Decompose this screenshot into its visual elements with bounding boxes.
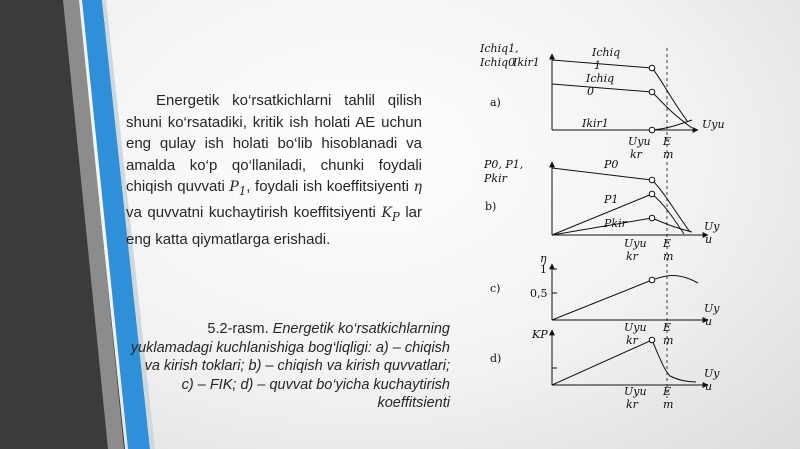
panel-a-curve-label-2a: Ichiq [586,72,615,85]
panel-d-x-axis-label-a: Uy [704,367,720,380]
panel-b-x-axis-label-b: u [705,233,713,246]
panel-a-y-label-1: Ichiq1, [480,42,519,55]
panel-c-x-tick-1b: kr [626,334,638,347]
panel-a-curve-label-2b: 0 [587,85,594,98]
panel-b-x-tick-2a: E [663,237,672,250]
panel-b-point-1 [649,177,655,183]
panel-c-y-tick-1: 1 [540,263,547,276]
panel-b-y-label-1: P0, P1, [484,158,524,171]
panel-a-letter: a) [490,96,501,109]
panel-d-letter: d) [490,352,502,365]
panel-b-point-2 [649,191,655,197]
panel-a-x-tick-1a: Uyu [628,135,651,148]
panel-a-x-tick-2a: E [663,135,672,148]
paragraph-text-2: , foydali ish koeffitsiyenti [246,178,414,195]
caption-italic: Energetik ko‘rsatkichlarning yuklamadagi kuchlanishiga bog‘liqligi: a) – chiqish va kirish toklari; b) – chiqish va kirish quvvatlari; c) – FIK; d) – quvvat bo‘yicha kuchaytirish koeffitsienti [130,321,450,411]
panel-d [490,328,720,411]
panel-a-curve-ichiq0 [552,84,692,128]
panel-c-x-tick-2b: m [663,334,674,347]
panel-c-x-axis-label-a: Uy [704,302,720,315]
panel-c-x-tick-1a: Uyu [624,321,647,334]
figure-caption [130,320,450,413]
panel-b-point-3 [649,215,655,221]
panel-b-curve-label-1: P0 [604,158,619,171]
energy-figure [470,40,800,449]
panel-c-x-axis-label-b: u [705,315,713,328]
eta-symbol: η [413,179,423,195]
caption-prefix: 5.2-rasm. [207,321,273,337]
panel-b-x-tick-1b: kr [626,250,638,263]
panel-d-x-axis-label-b: u [705,380,713,393]
panel-a-curve-label-3: Ikir1 [582,117,609,130]
panel-c-y-tick-05: 0,5 [530,287,548,300]
panel-a-y-label-3: Ikir1 [513,56,540,69]
panel-c-curve-eta [552,276,698,321]
main-paragraph [126,90,422,250]
panel-b-x-tick-1a: Uyu [624,237,647,250]
panel-d-x-tick-2b: m [663,398,674,411]
panel-a-curve-label-1b: 1 [594,59,601,72]
panel-a-curve-ikir1 [552,120,692,130]
panel-c [490,252,720,347]
panel-b-x-axis-label-a: Uy [704,220,720,233]
paragraph-text-4: lar eng katta qiymatlarga erishadi. [126,204,423,248]
panel-b-x-tick-2b: m [663,250,674,263]
panel-a-curve-label-1a: Ichiq [592,46,621,59]
panel-a-point-2 [649,89,655,95]
panel-a [479,42,725,161]
panel-b-letter: b) [485,200,497,213]
panel-a-x-axis-label: Uyu [702,118,725,131]
panel-a-x-tick-2b: m [663,148,674,161]
panel-d-x-tick-1a: Uyu [624,385,647,398]
panel-d-y-label: KP [532,328,548,341]
panel-b [483,158,720,263]
panel-b-y-label-2: Pkir [484,172,507,185]
panel-d-curve-kp [552,340,696,385]
p1-symbol: $P_1$ [229,179,247,198]
panel-b-curve-label-3: Pkir [604,217,627,230]
panel-a-curve-ichiq1 [552,60,688,122]
kp-symbol: $K_P$ [381,205,400,225]
panel-c-point [649,277,655,283]
paragraph-text-3: va quvvatni kuchaytirish koeffitsiyenti [126,204,382,222]
panel-c-letter: c) [490,282,501,295]
panel-b-curve-label-2: P1 [604,193,619,206]
panel-d-point [649,337,655,343]
paragraph-text-1: Energetik ko‘rsatkichlarni tahlil qilish shuni ko‘rsatadiki, kritik ish holati AE uchun eng qulay ish holati bo‘lib hisoblanadi va amalda ko‘p qo‘llaniladi, chunki foydali chiqish quvvati [126,92,422,195]
p1-subscript: 1 [238,183,247,198]
panel-a-point-1 [649,65,655,71]
panel-d-x-tick-1b: kr [626,398,638,411]
kp-subscript: P [391,210,400,225]
panel-c-x-tick-2a: E [663,321,672,334]
panel-a-y-label-2: Ichiq0 [480,56,516,69]
panel-a-point-3 [649,127,655,133]
panel-a-x-tick-1b: kr [630,148,642,161]
panel-d-x-tick-2a: E [663,385,672,398]
panel-c-y-label: η [540,252,547,265]
